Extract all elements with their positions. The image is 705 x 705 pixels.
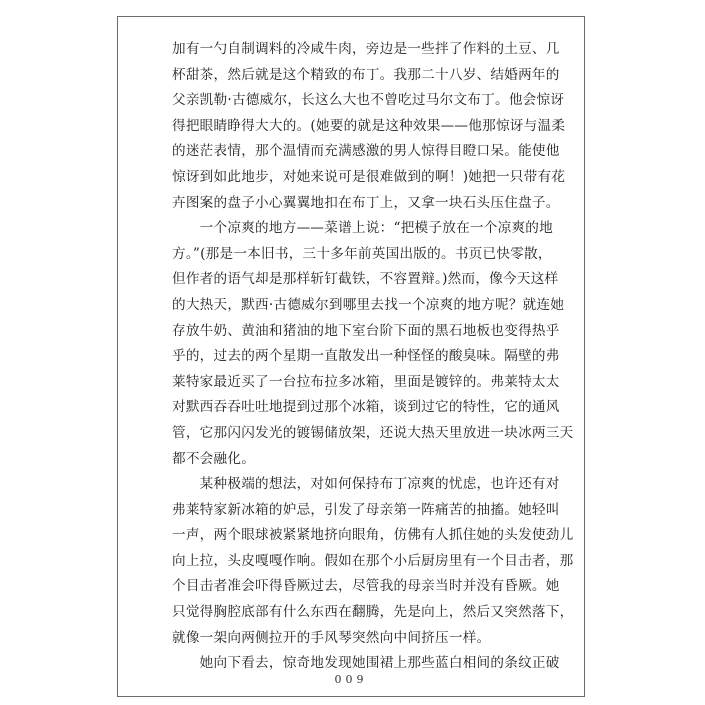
text-line: 管，它那闪闪发光的镀锡储放架，还说大热天里放进一块冰两三天 (172, 424, 574, 441)
text-line: 就像一架向两侧拉开的手风琴突然向中间挤压一样。 (172, 629, 491, 646)
text-line: 的大热天，默西·古德威尔到哪里去找一个凉爽的地方呢？就连她 (172, 296, 565, 313)
text-line: 弗莱特家新冰箱的妒忌，引发了母亲第一阵痛苦的抽搐。她轻叫 (172, 501, 560, 518)
text-line: 莱特家最近买了一台拉布拉多冰箱，里面是镀锌的。弗莱特太太 (172, 373, 560, 390)
body-text (172, 37, 574, 677)
page-number: 009 (334, 673, 368, 686)
text-line: 她向下看去，惊奇地发现她围裙上那些蓝白相间的条纹正破 (172, 655, 560, 672)
text-line: 存放牛奶、黄油和猪油的地下室台阶下面的黑石地板也变得热乎 (172, 322, 560, 339)
text-line: 个目击者准会吓得昏厥过去，尽管我的母亲当时并没有昏厥。她 (172, 578, 560, 595)
text-line: 杯甜茶，然后就是这个精致的布丁。我那二十八岁、结婚两年的 (172, 66, 560, 83)
text-line: 但作者的语气却是那样斩钉截铁，不容置辩。)然而，像今天这样 (172, 271, 559, 288)
text-line: 向上拉，头皮嘎嘎作响。假如在那个小后厨房里有一个目击者，那 (172, 552, 574, 569)
text-line: 方。”(那是一本旧书，三十多年前英国出版的。书页已快零散， (172, 245, 552, 262)
text-line: 的迷茫表情，那个温情而充满感激的男人惊得目瞪口呆。能使他 (172, 143, 560, 160)
text-line: 父亲凯勒·古德威尔，长这么大也不曾吃过马尔文布丁。他会惊讶 (172, 92, 565, 109)
text-line: 一个凉爽的地方——菜谱上说：“把模子放在一个凉爽的地 (172, 220, 553, 237)
book-page (117, 16, 585, 697)
text-line: 加有一勺自制调料的冷咸牛肉，旁边是一些拌了作料的土豆、几 (172, 41, 560, 57)
text-line: 乎的，过去的两个星期一直散发出一种怪怪的酸臭味。隔壁的弗 (172, 348, 560, 365)
text-line: 得把眼睛睁得大大的。(她要的就是这种效果——他那惊讶与温柔 (172, 117, 566, 134)
text-line: 惊讶到如此地步，对她来说可是很难做到的啊！)她把一只带有花 (172, 168, 566, 185)
text-line: 对默西吞吞吐吐地提到过那个冰箱，谈到过它的特性，它的通风 (172, 399, 560, 416)
text-line: 只觉得胸腔底部有什么东西在翻腾，先是向上，然后又突然落下， (172, 604, 574, 621)
text-line: 一声，两个眼球被紧紧地挤向眼角，仿佛有人抓住她的头发使劲儿 (172, 527, 574, 544)
text-line: 卉图案的盘子小心翼翼地扣在布丁上，又拿一块石头压住盘子。 (172, 194, 560, 211)
text-line: 都不会融化。 (172, 450, 256, 467)
text-line: 某种极端的想法，对如何保持布丁凉爽的忧虑，也许还有对 (172, 476, 560, 493)
